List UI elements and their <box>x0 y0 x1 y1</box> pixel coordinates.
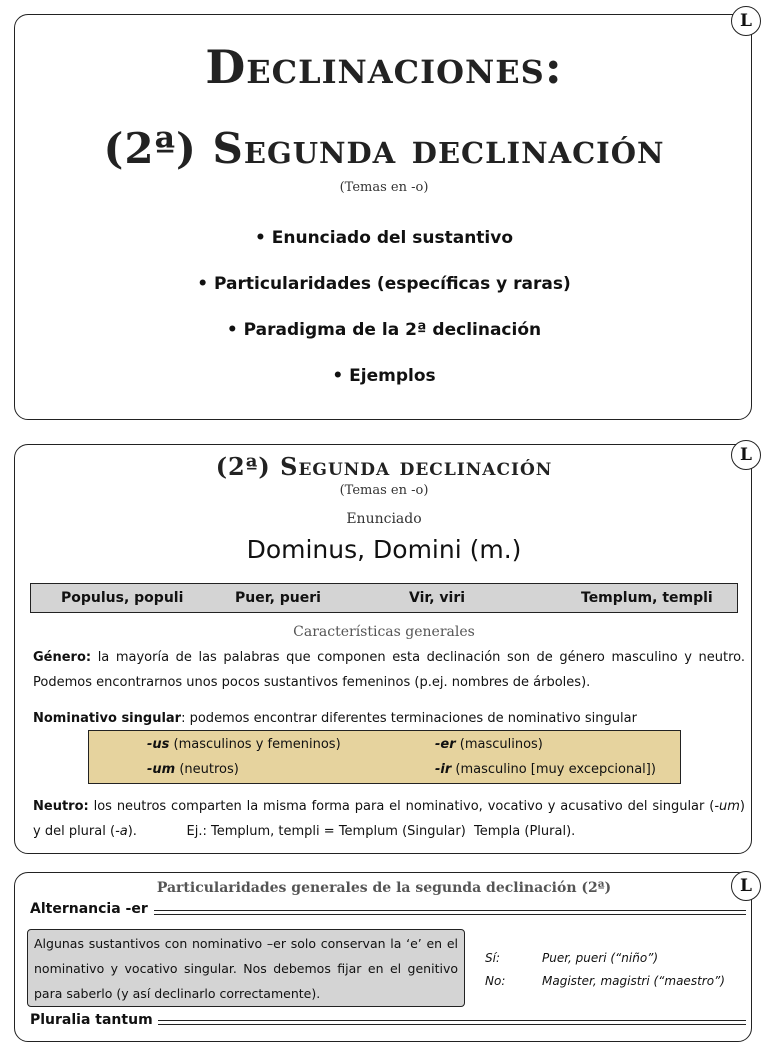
si-example: Puer, pueri (“niño”) <box>542 951 659 965</box>
ending-item: -ir (masculino [muy excepcional]) <box>435 762 656 777</box>
section-divider <box>158 1020 746 1025</box>
nominativo-text: : podemos encontrar diferentes terminaciones de nominativo singular <box>181 711 637 726</box>
panel-title: (2ª) Segunda declinación <box>215 452 553 481</box>
topic-list <box>0 226 768 410</box>
themes-note: (Temas en -o) <box>339 180 429 195</box>
main-subtitle: (2ª) Segunda declinación <box>103 124 665 173</box>
main-title: Declinaciones: <box>205 40 563 94</box>
ending-item: -um (neutros) <box>147 762 239 777</box>
ending-item: -us (masculinos y femeninos) <box>147 737 341 752</box>
panel-title: Particularidades generales de la segunda declinación (2ª) <box>156 880 612 896</box>
example-word: Puer, pueri <box>235 590 321 606</box>
no-example: Magister, magistri (“maestro”) <box>542 974 725 988</box>
neutro-paragraph: Neutro: los neutros comparten la misma forma para el nominativo, vocativo y acusativo del singular (-um) y del plural (-a). Ej.: Templum, templi = Templum (Singular) Templa (Plural). <box>33 799 745 839</box>
section-heading-alternancia: Alternancia -er <box>30 901 148 917</box>
ending-item: -er (masculinos) <box>435 737 543 752</box>
section-divider <box>154 910 746 915</box>
topic-item: • Particularidades (específicas y raras) <box>197 274 571 294</box>
enunciado-example: Dominus, Domini (m.) <box>246 535 522 564</box>
endings-box <box>88 730 681 784</box>
logo-badge: L <box>731 871 761 901</box>
nominativo-label: Nominativo singular <box>33 711 182 726</box>
example-word: Vir, viri <box>409 590 466 606</box>
examples-bar <box>30 583 738 613</box>
section-heading: Características generales <box>293 624 475 640</box>
section-heading-pluralia: Pluralia tantum <box>30 1012 153 1028</box>
si-label: Sí: <box>485 951 500 965</box>
example-word: Templum, templi <box>581 590 713 606</box>
nominativo-paragraph <box>33 706 745 731</box>
themes-note: (Temas en -o) <box>339 483 429 498</box>
topic-item: • Enunciado del sustantivo <box>254 228 514 248</box>
genero-label: Género: <box>33 650 92 665</box>
logo-badge: L <box>731 440 761 470</box>
example-word: Populus, populi <box>61 590 184 606</box>
genero-text: la mayoría de las palabras que componen esta declinación son de género masculino y neutro. Podemos encontrarnos unos pocos sustantivos femeninos (p.ej. nombres de árboles). <box>33 650 745 690</box>
topic-item: • Paradigma de la 2ª declinación <box>226 320 542 340</box>
enunciado-label: Enunciado <box>346 511 422 527</box>
alternancia-box: Algunas sustantivos con nominativo –er solo conservan la ‘e’ en el nominativo y vocativo singular. Nos debemos fijar en el genitivo para saberlo (y así declinarlo correctamente). <box>27 929 465 1007</box>
logo-badge: L <box>731 6 761 36</box>
topic-item: • Ejemplos <box>332 366 436 386</box>
genero-paragraph <box>33 645 745 695</box>
no-label: No: <box>485 974 506 988</box>
neutro-label: Neutro: <box>33 799 89 814</box>
